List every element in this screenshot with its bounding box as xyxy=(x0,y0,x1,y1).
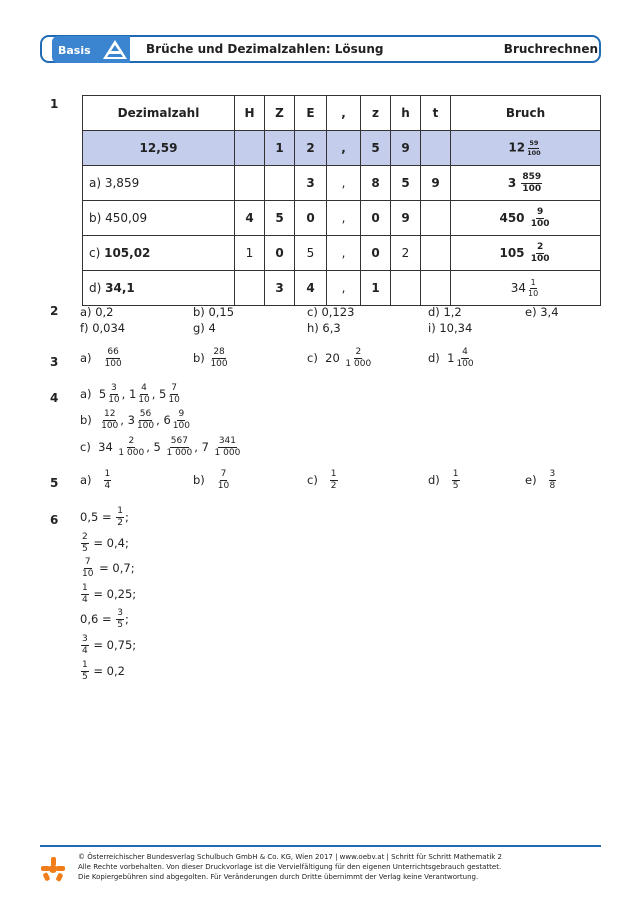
numerator: 2 xyxy=(536,241,544,252)
header-cell: z xyxy=(361,96,391,131)
fraction xyxy=(521,173,542,194)
task6-line xyxy=(80,635,136,656)
denominator: 10 xyxy=(82,569,94,579)
fraction xyxy=(172,410,191,431)
digit-cell: 1 xyxy=(361,271,391,306)
task6-line xyxy=(80,609,129,630)
table-header-row xyxy=(83,96,601,131)
task5-answer-e xyxy=(525,470,557,491)
table-row xyxy=(83,201,601,236)
item-label: e) xyxy=(525,473,537,487)
item-label: b) xyxy=(80,413,92,427)
digit-cell: 3 xyxy=(295,166,327,201)
header-cell: Bruch xyxy=(451,96,601,131)
decimal-value: 105,02 xyxy=(104,246,151,260)
numerator: 1 xyxy=(452,469,459,479)
numerator: 59 xyxy=(529,139,539,147)
fraction xyxy=(104,470,112,491)
denominator: 5 xyxy=(117,620,123,630)
digit-cell: 0 xyxy=(295,201,327,236)
row-label: c) xyxy=(89,246,105,260)
task4-answer-c: c) 34 $\frac{2}{1 000}$ , 5 $\frac{567}{1 000}$ , 7 $\frac{341}{1 000}$ xyxy=(80,436,241,458)
fraction xyxy=(104,348,123,369)
digit-cell: , xyxy=(327,236,361,271)
task3-answer-b xyxy=(193,348,230,369)
digit-cell: 3 xyxy=(265,271,295,306)
denominator: 1 000 xyxy=(118,448,145,458)
task-number-2: 2 xyxy=(50,304,59,318)
example-row xyxy=(83,131,601,166)
footer-divider xyxy=(40,845,601,847)
fraction xyxy=(107,384,120,405)
item-label: b) xyxy=(193,473,205,487)
task-number-3: 3 xyxy=(50,355,59,369)
digit-cell xyxy=(421,201,451,236)
fraction xyxy=(530,208,551,229)
numerator: 1 xyxy=(82,583,88,593)
denominator: 1 000 xyxy=(166,448,193,458)
fraction xyxy=(526,140,542,156)
equation-text: 0,6 = xyxy=(80,612,112,626)
item-label: a) xyxy=(80,473,92,487)
task-number-6: 6 xyxy=(50,513,59,527)
fraction xyxy=(116,609,124,630)
fraction xyxy=(455,348,474,369)
fraction-cell xyxy=(451,271,601,306)
task6-line xyxy=(80,661,125,682)
task6-line xyxy=(80,584,136,605)
digit-cell: 0 xyxy=(361,201,391,236)
numerator: 3 xyxy=(82,634,88,644)
decimal-cell: 12,59 xyxy=(83,131,235,166)
whole-number: 450 xyxy=(499,210,525,225)
digit-cell: 8 xyxy=(361,166,391,201)
separator: ; xyxy=(124,510,129,524)
denominator: 2 xyxy=(330,481,337,491)
equation-text: = 0,4; xyxy=(93,536,129,550)
denominator: 10 xyxy=(138,395,150,405)
fraction xyxy=(81,661,89,682)
item-label: b) xyxy=(193,351,205,365)
digit-cell xyxy=(235,166,265,201)
whole-number: 34 xyxy=(510,280,527,295)
footer-text xyxy=(78,852,502,882)
digit-cell: 4 xyxy=(235,201,265,236)
whole-number: 105 xyxy=(499,245,525,260)
digit-cell xyxy=(391,271,421,306)
fraction xyxy=(81,558,94,579)
whole-number: 5 xyxy=(153,440,161,454)
item-label: d) xyxy=(428,473,440,487)
equation-text: = 0,25; xyxy=(93,587,137,601)
footer-disclaimer: Die Kopiergebühren sind abgegolten. Für Veränderungen durch Dritte übernimmt der Verlag keine Verantwortung. xyxy=(78,873,479,881)
numerator: 341 xyxy=(218,436,237,446)
digit-cell: 2 xyxy=(295,131,327,166)
task3-answer-a xyxy=(80,348,124,369)
numerator: 12 xyxy=(103,409,116,419)
denominator: 10 xyxy=(217,481,230,491)
fraction xyxy=(81,533,89,554)
task5-answer-a xyxy=(80,470,112,491)
numerator: 1 xyxy=(117,506,123,516)
whole-number: 1 xyxy=(128,387,137,401)
denominator: 100 xyxy=(172,421,190,431)
numerator: 2 xyxy=(128,436,135,446)
task5-answer-b xyxy=(193,470,231,491)
task2-answer: g) 4 xyxy=(193,321,216,335)
header-cell: H xyxy=(235,96,265,131)
fraction xyxy=(100,410,119,431)
denominator: 100 xyxy=(527,148,541,157)
whole-number: 3 xyxy=(127,413,135,427)
fraction xyxy=(136,410,155,431)
table-row xyxy=(83,166,601,201)
digit-cell: 5 xyxy=(295,236,327,271)
denominator: 100 xyxy=(136,421,155,431)
digit-cell: , xyxy=(327,131,361,166)
digit-cell: 4 xyxy=(295,271,327,306)
denominator: 100 xyxy=(456,359,474,369)
whole-number: 1 xyxy=(447,351,455,365)
fraction xyxy=(214,437,242,458)
header-cell: Dezimalzahl xyxy=(83,96,235,131)
fraction xyxy=(116,507,124,528)
decimal-cell xyxy=(83,166,235,201)
item-label: c) xyxy=(307,351,318,365)
task3-answer-c xyxy=(307,348,373,369)
digit-cell xyxy=(235,131,265,166)
denominator: 5 xyxy=(82,672,88,682)
item-label: c) xyxy=(307,473,318,487)
denominator: 4 xyxy=(82,646,88,656)
whole-number: 20 xyxy=(325,351,340,365)
digit-cell: , xyxy=(327,201,361,236)
equation-text: = 0,75; xyxy=(93,638,137,652)
denominator: 10 xyxy=(168,395,180,405)
header-cell: Z xyxy=(265,96,295,131)
task4-answer-a: a) 5 $\frac{3}{10}$ , 1 $\frac{4}{10}$ , 5 $\frac{7}{10}$ xyxy=(80,383,180,405)
task2-answer: h) 6,3 xyxy=(307,321,341,335)
denominator: 10 xyxy=(528,288,539,298)
fraction xyxy=(81,635,89,656)
item-label: a) xyxy=(80,351,92,365)
task-number-4: 4 xyxy=(50,391,59,405)
row-label: b) xyxy=(89,211,106,225)
denominator: 100 xyxy=(530,218,550,229)
header-cell: E xyxy=(295,96,327,131)
fraction xyxy=(344,348,372,369)
whole-number: 6 xyxy=(163,413,171,427)
header-cell: t xyxy=(421,96,451,131)
numerator: 4 xyxy=(141,383,147,393)
denominator: 1 000 xyxy=(345,359,372,369)
header-cell: , xyxy=(327,96,361,131)
digit-cell: 9 xyxy=(391,131,421,166)
fraction xyxy=(81,584,89,605)
denominator: 2 xyxy=(117,518,123,528)
decimal-value: 34,1 xyxy=(105,281,135,295)
whole-number: 5 xyxy=(98,387,107,401)
numerator: 56 xyxy=(139,409,152,419)
topic-label: Bruchrechnen xyxy=(503,42,598,56)
numerator: 1 xyxy=(104,469,111,479)
task5-answer-d xyxy=(428,470,461,491)
task5-answer-c xyxy=(307,470,339,491)
equation-text: = 0,2 xyxy=(93,664,125,678)
fraction xyxy=(549,470,557,491)
decimal-cell xyxy=(83,236,235,271)
denominator: 100 xyxy=(530,253,550,264)
numerator: 7 xyxy=(220,469,227,479)
numerator: 28 xyxy=(213,347,225,357)
numerator: 3 xyxy=(111,383,117,393)
numerator: 66 xyxy=(107,347,119,357)
task2-answer: a) 0,2 xyxy=(80,305,114,319)
task2-answer: i) 10,34 xyxy=(428,321,473,335)
fraction xyxy=(530,243,551,264)
triangle-logo-icon xyxy=(100,37,130,62)
numerator: 3 xyxy=(117,608,123,618)
task6-line xyxy=(80,507,129,528)
whole-number: 34 xyxy=(98,440,113,454)
numerator: 2 xyxy=(82,532,88,542)
fraction-cell xyxy=(451,166,601,201)
numerator: 1 xyxy=(530,277,536,287)
footer-rights: Alle Rechte vorbehalten. Von dieser Druckvorlage ist die Vervielfältigung für den eigenen Unterrichtsgebrauch gestattet. xyxy=(78,863,502,871)
digit-cell: 9 xyxy=(421,166,451,201)
fraction xyxy=(165,437,193,458)
decimal-cell xyxy=(83,201,235,236)
digit-cell xyxy=(235,271,265,306)
separator: ; xyxy=(124,612,129,626)
digit-cell: 5 xyxy=(361,131,391,166)
denominator: 100 xyxy=(104,359,122,369)
numerator: 859 xyxy=(522,171,542,182)
denominator: 8 xyxy=(549,481,556,491)
numerator: 567 xyxy=(170,436,188,446)
numerator: 3 xyxy=(549,469,556,479)
numerator: 1 xyxy=(330,469,337,479)
table-row xyxy=(83,271,601,306)
task3-answer-d xyxy=(428,348,476,369)
item-label: c) xyxy=(80,440,91,454)
numerator: 1 xyxy=(82,660,88,670)
decimal-cell xyxy=(83,271,235,306)
decimal-value: 450,09 xyxy=(105,211,148,225)
fraction xyxy=(167,384,180,405)
footer-copyright: © Österreichischer Bundesverlag Schulbuch GmbH & Co. KG, Wien 2017 | www.oebv.at | Schritt für Schritt Mathematik 2 xyxy=(78,853,503,861)
whole-number: 7 xyxy=(201,440,209,454)
task2-answer: d) 1,2 xyxy=(428,305,462,319)
task-number-1: 1 xyxy=(50,97,59,111)
numerator: 7 xyxy=(84,557,91,567)
fraction xyxy=(117,437,145,458)
header-cell: h xyxy=(391,96,421,131)
fraction xyxy=(452,470,460,491)
denominator: 5 xyxy=(82,544,88,554)
item-label: d) xyxy=(428,351,440,365)
whole-number: 5 xyxy=(159,387,167,401)
task2-answer: f) 0,034 xyxy=(80,321,126,335)
equation-text: 0,5 = xyxy=(80,510,112,524)
digit-cell xyxy=(421,236,451,271)
task6-line xyxy=(80,558,135,579)
digit-cell: 9 xyxy=(391,201,421,236)
digit-cell: 0 xyxy=(361,236,391,271)
denominator: 1 000 xyxy=(214,448,241,458)
fraction-cell xyxy=(451,201,601,236)
row-label: a) xyxy=(89,176,105,190)
decimal-value: 3,859 xyxy=(104,176,140,190)
task2-answer: b) 0,15 xyxy=(193,305,235,319)
badge-label: Basis xyxy=(58,44,91,57)
denominator: 100 xyxy=(522,183,542,194)
digit-cell xyxy=(421,271,451,306)
digit-cell: 0 xyxy=(265,236,295,271)
whole-number: 12 xyxy=(508,140,526,155)
digit-cell: 5 xyxy=(391,166,421,201)
fraction xyxy=(330,470,338,491)
digit-cell: 1 xyxy=(265,131,295,166)
denominator: 5 xyxy=(452,481,459,491)
digit-cell: 5 xyxy=(265,201,295,236)
denominator: 4 xyxy=(82,595,88,605)
numerator: 9 xyxy=(536,206,544,217)
numerator: 2 xyxy=(355,347,362,357)
digit-cell xyxy=(421,131,451,166)
page-title: Brüche und Dezimalzahlen: Lösung xyxy=(146,42,384,56)
equation-text: = 0,7; xyxy=(99,561,135,575)
numerator: 9 xyxy=(178,409,185,419)
fraction xyxy=(209,348,228,369)
table-row xyxy=(83,236,601,271)
denominator: 100 xyxy=(101,421,119,431)
publisher-logo-icon xyxy=(40,856,66,882)
denominator: 10 xyxy=(108,395,120,405)
task4-answer-b: b) $\frac{12}{100}$ , 3 $\frac{56}{100}$ , 6 $\frac{9}{100}$ xyxy=(80,409,190,431)
place-value-table xyxy=(82,95,601,306)
digit-cell: 1 xyxy=(235,236,265,271)
fraction-cell xyxy=(451,236,601,271)
denominator: 100 xyxy=(210,359,228,369)
fraction xyxy=(137,384,150,405)
digit-cell: , xyxy=(327,166,361,201)
task2-answer: c) 0,123 xyxy=(307,305,355,319)
digit-cell xyxy=(265,166,295,201)
task6-line xyxy=(80,533,129,554)
digit-cell: , xyxy=(327,271,361,306)
task2-answer: e) 3,4 xyxy=(525,305,559,319)
digit-cell: 2 xyxy=(391,236,421,271)
fraction xyxy=(527,279,539,298)
fraction-cell xyxy=(451,131,601,166)
task-number-5: 5 xyxy=(50,476,59,490)
denominator: 4 xyxy=(104,481,111,491)
numerator: 4 xyxy=(462,347,468,357)
fraction xyxy=(217,470,230,491)
numerator: 7 xyxy=(171,383,177,393)
row-label: d) xyxy=(89,281,106,295)
item-label: a) xyxy=(80,387,92,401)
whole-number: 3 xyxy=(507,175,517,190)
